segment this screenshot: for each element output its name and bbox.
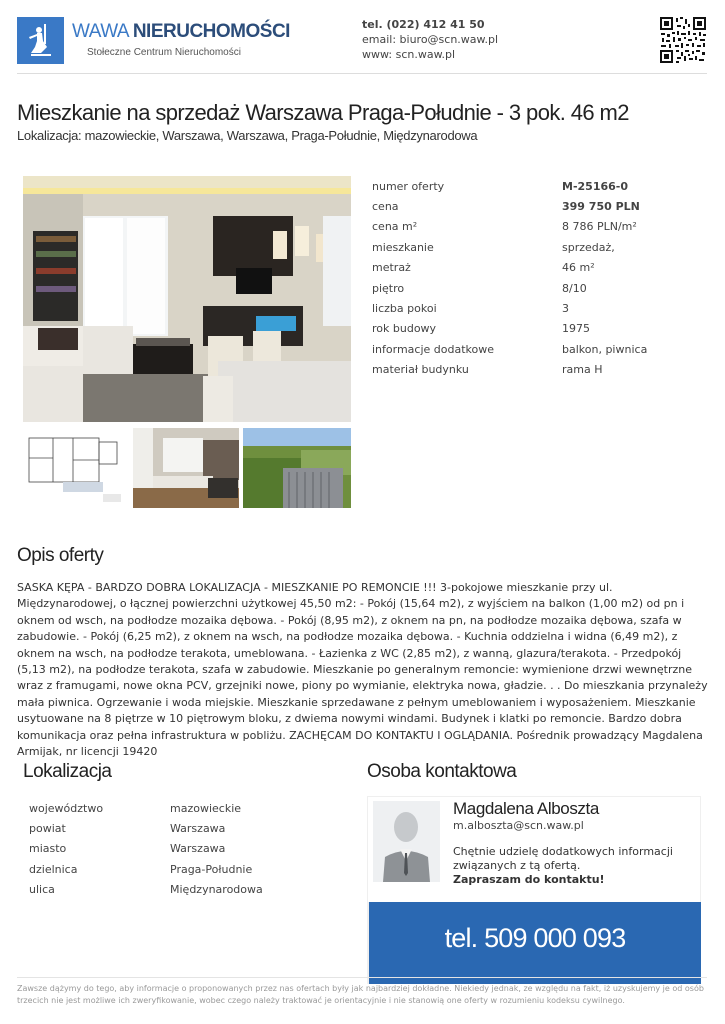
detail-key: numer oferty (372, 179, 445, 193)
dining-room-photo-icon (133, 428, 239, 508)
location-row (29, 798, 263, 818)
detail-key: rok budowy (372, 322, 437, 336)
detail-key: materiał budynku (372, 363, 469, 377)
agent-phone-button[interactable] (369, 902, 701, 984)
thumbnail-balcony[interactable] (243, 428, 351, 508)
detail-value: 3 (562, 302, 569, 316)
listing-location: Lokalizacja: mazowieckie, Warszawa, Warszawa, Praga-Południe, Międzynarodowa (17, 128, 478, 143)
living-room-photo-icon (23, 176, 351, 422)
detail-value: 1975 (562, 322, 590, 336)
location-value: Międzynarodowa (170, 883, 263, 897)
description-heading: Opis oferty (17, 545, 104, 566)
footer-divider (17, 977, 707, 978)
detail-row (372, 298, 702, 318)
floorplan-icon (23, 428, 129, 508)
detail-row (372, 237, 702, 257)
location-heading: Lokalizacja (23, 761, 112, 782)
detail-value: 399 750 PLN (562, 200, 640, 214)
detail-row (372, 217, 702, 237)
location-key: województwo (29, 801, 104, 815)
listing-title: Mieszkanie na sprzedaż Warszawa Praga-Południe - 3 pok. 46 m2 (17, 100, 629, 125)
detail-value: rama H (562, 363, 603, 377)
detail-row (372, 196, 702, 216)
header-divider (17, 73, 707, 74)
location-row (29, 839, 263, 859)
location-key: miasto (29, 842, 67, 856)
detail-key: mieszkanie (372, 240, 434, 254)
detail-key: informacje dodatkowe (372, 342, 495, 356)
agent-message-text: Chętnie udzielę dodatkowych informacji związanych z tą ofertą. (453, 845, 673, 872)
location-value: Warszawa (170, 842, 226, 856)
detail-key: cena m² (372, 220, 418, 234)
detail-value: 8 786 PLN/m² (562, 220, 637, 234)
detail-row (372, 278, 702, 298)
agent-email[interactable]: m.alboszta@scn.waw.pl (453, 819, 584, 832)
main-photo[interactable] (23, 176, 351, 422)
thumbnail-dining[interactable] (133, 428, 239, 508)
disclaimer: Zawsze dążymy do tego, aby informacje o proponowanych przez nas ofertach były jak najbardziej dokładne. Niekiedy jednak, ze względu na fakt, iż uzyskujemy je od osób trzecich nie jest możliwe ich zweryfikowanie, wobec czego należy traktować je orientacyjnie i nie stanowią one oferty w rozumieniu kodeksu cywilnego. (17, 984, 704, 1005)
location-key: dzielnica (29, 862, 78, 876)
brand-subtitle: Stołeczne Centrum Nieruchomości (87, 47, 241, 58)
location-value: Warszawa (170, 822, 226, 836)
avatar (373, 801, 440, 882)
location-row (29, 880, 263, 900)
location-value: Praga-Południe (170, 862, 253, 876)
location-row (29, 859, 263, 879)
agent-cta: Zapraszam do kontaktu! (453, 873, 605, 886)
detail-value: sprzedaż, (562, 240, 615, 254)
location-key: ulica (29, 883, 55, 897)
company-logo[interactable] (17, 17, 64, 64)
thumbnail-floorplan[interactable] (23, 428, 129, 508)
contact-heading: Osoba kontaktowa (367, 761, 517, 782)
agency-website[interactable]: www: scn.waw.pl (362, 48, 456, 61)
mermaid-logo-icon (17, 17, 64, 64)
detail-row (372, 176, 702, 196)
detail-value: 8/10 (562, 281, 587, 295)
description-text: SASKA KĘPA - BARDZO DOBRA LOKALIZACJA - MIESZKANIE PO REMONCIE !!! 3-pokojowe mieszkanie przy ul. Międzynarodowej, o łącznej powierzchni użytkowej 45,50 m2: - Pokój (15,64 m2), z wyjściem na balkon (1,00 m2) od pn i oknem od wsch, na podłodze mozaika dębowa. - Pokój (8,95 m2), z oknem na pn, na podłodze mozaika dębowa, szafa w zabudowie. - Pokój (6,25 m2), z oknem na wsch, na podłodze mozaika dębowa. - Kuchnia oddzielna i widna (6,49 m2), z oknem na wsch, na podłodze terakota, umeblowana. - Łazienka z WC (2,85 m2), z wanną, glazura/terakota. - Przedpokój (5,13 m2), na podłodze terakota, szafa w zabudowie. Mieszkanie po generalnym remoncie: wymienione drzwi wewnętrzne wraz z framugami, nowe okna PCV, grzejniki nowe, piony po wymianie, elektryka nowa, gładzie. . . Do mieszkania przynależy mała piwnica. Ogrzewanie i woda miejskie. Mieszkanie sprzedawane z pełnym umeblowaniem i wyposażeniem. Mieszkanie usytuowane na 8 piętrze w 10 piętrowym bloku, z dwiema nowymi windami. Budynek i klatki po remoncie. Bardzo dobra komunikacja oraz pełna infrastruktura w pobliżu. ZACHĘCAM DO KONTAKTU I OGLĄDANIA. Pośrednik prowadzący Magdalena Armijak, nr licencji 19420 (17, 581, 708, 759)
detail-value: balkon, piwnica (562, 342, 648, 356)
person-silhouette-icon (373, 801, 440, 882)
detail-key: metraż (372, 261, 411, 275)
detail-row (372, 258, 702, 278)
agency-email[interactable]: email: biuro@scn.waw.pl (362, 33, 499, 46)
agency-contact (362, 17, 498, 62)
location-row (29, 818, 263, 838)
agent-name: Magdalena Alboszta (453, 799, 599, 818)
location-table (29, 798, 263, 900)
brand-name: WAWA NIERUCHOMOŚCI (72, 21, 290, 42)
agent-phone: tel. 509 000 093 (444, 923, 626, 953)
detail-row (372, 360, 702, 380)
detail-row (372, 339, 702, 359)
location-value: mazowieckie (170, 801, 242, 815)
detail-value: 46 m² (562, 261, 595, 275)
detail-value: M-25166-0 (562, 179, 628, 193)
detail-row (372, 319, 702, 339)
detail-key: cena (372, 200, 399, 214)
location-key: powiat (29, 822, 66, 836)
detail-key: piętro (372, 281, 405, 295)
detail-key: liczba pokoi (372, 302, 437, 316)
offer-details (372, 176, 702, 380)
qr-code-icon (659, 16, 707, 64)
agency-phone[interactable]: tel. (022) 412 41 50 (362, 18, 485, 31)
balcony-view-photo-icon (243, 428, 351, 508)
agent-message (453, 845, 693, 887)
